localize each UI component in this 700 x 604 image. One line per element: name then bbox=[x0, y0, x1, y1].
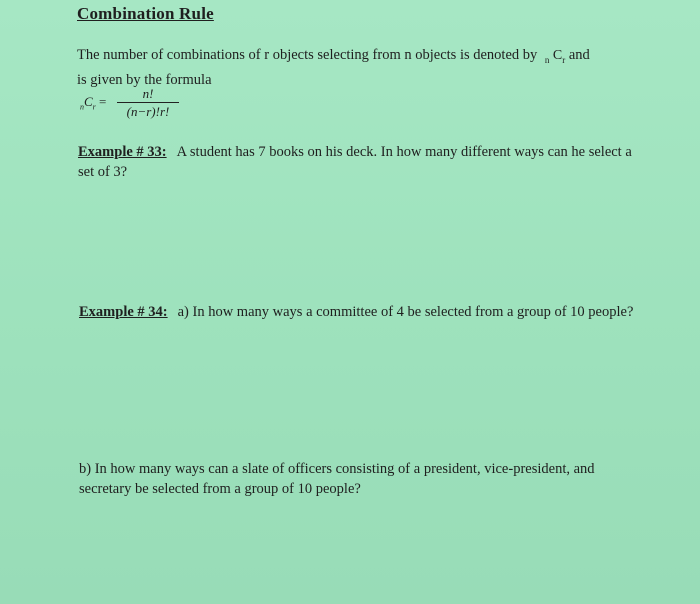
example-33-text: A student has 7 books on his deck. In how many different ways can he select a set of 3? bbox=[78, 144, 632, 180]
formula-denominator: (n−r)!r! bbox=[126, 104, 170, 119]
ncr-symbol bbox=[545, 48, 565, 63]
formula-numerator: n! bbox=[117, 86, 179, 103]
intro-text: The number of combinations of r objects selecting from n objects is denoted by bbox=[77, 47, 538, 63]
page-title: Combination Rule bbox=[77, 4, 214, 23]
ncr-sub: r bbox=[562, 54, 566, 65]
formula-lhs-sub: r bbox=[92, 102, 96, 112]
example-33 bbox=[78, 142, 638, 182]
part-b-text: b) In how many ways can a slate of officers consisting of a president, vice-president, and secretary be selected from a group of 10 people? bbox=[79, 461, 595, 497]
intro-text-after: and bbox=[568, 47, 590, 63]
intro-line2: is given by the formula bbox=[77, 71, 212, 88]
formula-lhs-main: C bbox=[84, 94, 93, 109]
example-34-part-b bbox=[79, 459, 639, 499]
formula-lhs bbox=[80, 94, 106, 112]
intro-paragraph bbox=[77, 45, 647, 90]
example-33-label: Example # 33: bbox=[78, 144, 167, 160]
example-34-label: Example # 34: bbox=[79, 304, 168, 320]
combination-formula bbox=[80, 86, 190, 126]
ncr-main: C bbox=[552, 48, 563, 63]
formula-lhs-pre: n bbox=[80, 102, 84, 112]
example-34 bbox=[79, 302, 639, 322]
formula-equals: = bbox=[99, 94, 107, 109]
formula-fraction bbox=[117, 86, 179, 121]
example-34-text: a) In how many ways a committee of 4 be selected from a group of 10 people? bbox=[177, 304, 634, 320]
ncr-pre: n bbox=[544, 54, 550, 65]
